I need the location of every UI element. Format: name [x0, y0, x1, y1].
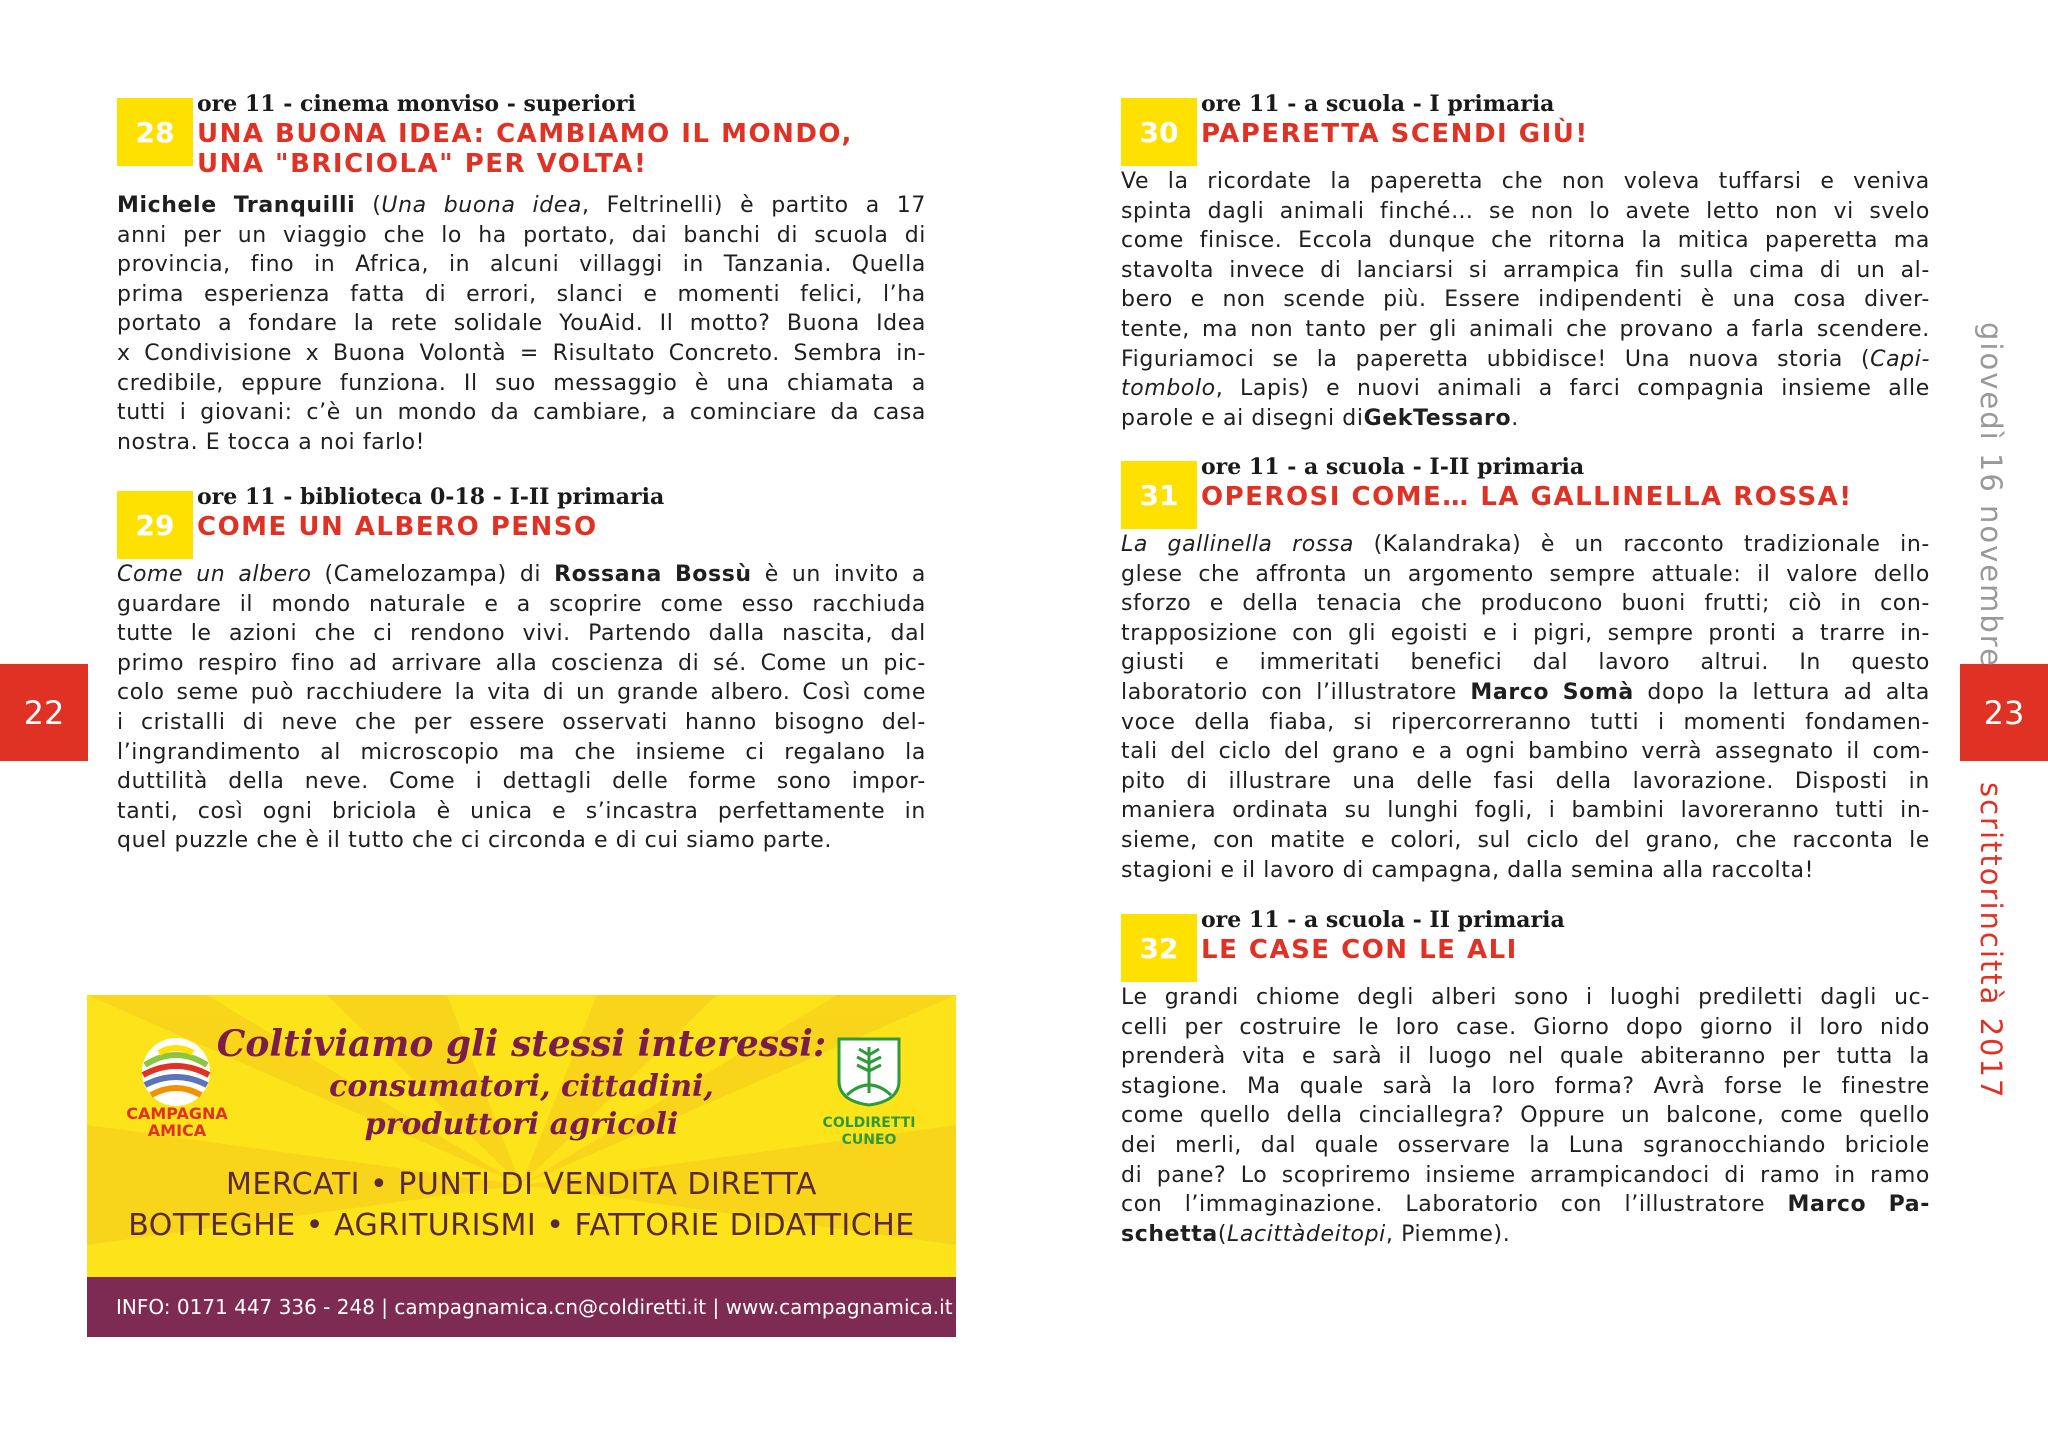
description-line: tente, ma non tanto per gli animali che provano a farla scendere. — [1121, 316, 1930, 342]
description-line: tutti i giovani: c’è un mondo da cambiare, a cominciare da casa — [117, 400, 926, 426]
event-title-line1: COME UN ALBERO PENSO — [197, 512, 598, 542]
event-32 — [1121, 907, 1930, 1249]
description-line: colo seme può racchiudere la vita di un grande albero. Così come — [117, 680, 926, 706]
description-line: Michele Tranquilli (Una buona idea, Feltrinelli) è partito a 17 — [117, 193, 926, 218]
description-line: tutte le azioni che ci rendono vivi. Partendo dalla nascita, dal — [117, 621, 926, 647]
event-header — [1121, 91, 1930, 167]
event-31 — [1121, 454, 1930, 885]
description-line: pito di illustrare una delle fasi della lavorazione. Disposti in — [1121, 768, 1930, 794]
description-line: schetta ( La città dei topi , Piemme). — [1121, 1221, 1511, 1247]
description-line: tali del ciclo del grano e a ogni bambino verrà assegnato il com- — [1121, 739, 1930, 765]
description-line: laboratorio con l’illustratore Marco Somà dopo la lettura ad alta — [1121, 679, 1930, 705]
event-meta: ore 11 - a scuola - I primaria — [1201, 91, 1555, 117]
description-line: con l’immaginazione. Laboratorio con l’illustratore Marco Pa- — [1121, 1192, 1930, 1218]
description-line: dei merli, dal quale osservare la Luna sgranocchiando briciole — [1121, 1132, 1930, 1158]
description-line: bero e non scende più. Essere indipendenti è una cosa diver- — [1121, 287, 1930, 313]
description-line: tombolo, Lapis) e nuovi animali a farci compagnia insieme alle — [1121, 376, 1930, 402]
description-line: l’ingrandimento al microscopio ma che insieme ci regalano la — [117, 739, 926, 765]
description-line: duttilità della neve. Come i dettagli delle forme sono impor- — [117, 769, 926, 795]
description-line: stavolta invece di lanciarsi si arrampica fin sulla cima di un al- — [1121, 257, 1930, 283]
event-title — [1201, 935, 1518, 965]
event-header — [1121, 907, 1930, 983]
page-number-left: 22 — [0, 664, 88, 761]
event-title — [1201, 482, 1853, 512]
description-line: anni per un viaggio che lo ha portato, dai banchi di scuola di — [117, 222, 926, 248]
brand-name: scrittorincittà 2017 — [1974, 782, 2008, 1100]
ad-services-line2: BOTTEGHE • AGRITURISMI • FATTORIE DIDATTICHE — [128, 1208, 915, 1243]
event-description — [1121, 530, 1930, 885]
event-description — [1121, 167, 1930, 433]
description-line: giusti e immeritati benefici dal lavoro altrui. In questo — [1121, 650, 1930, 676]
description-line: parole e ai disegni di Gek Tessaro . — [1121, 405, 1519, 431]
description-line: Ve la ricordate la paperetta che non voleva tuffarsi e veniva — [1121, 169, 1930, 194]
description-line: guardare il mondo naturale e a scoprire come esso racchiuda — [117, 591, 926, 617]
date-vertical: giovedì 16 novembre — [1974, 322, 2008, 668]
description-line: celli per costruire le loro case. Giorno dopo giorno il loro nido — [1121, 1014, 1930, 1040]
event-30 — [1121, 91, 1930, 433]
description-line: prenderà vita e sarà il luogo nel quale abiteranno per tutta la — [1121, 1044, 1930, 1070]
description-line: credibile, eppure funziona. Il suo messaggio è una chiamata a — [117, 370, 926, 396]
event-title-line1: UNA BUONA IDEA: CAMBIAMO IL MONDO, — [197, 119, 853, 149]
description-line: provincia, fino in Africa, in alcuni villaggi in Tanzania. Quella — [117, 252, 926, 278]
description-line: x Condivisione x Buona Volontà = Risultato Concreto. Sembra in- — [117, 340, 926, 366]
event-meta: ore 11 - a scuola - II primaria — [1201, 907, 1565, 933]
event-number-badge: 32 — [1121, 914, 1197, 982]
description-line: portato a fondare la rete solidale YouAid. Il motto? Buona Idea — [117, 311, 926, 337]
event-title — [1201, 119, 1589, 149]
ad-slogan-line1: Coltiviamo gli stessi interessi: — [216, 1023, 827, 1065]
event-header — [117, 484, 926, 560]
description-line: nostra. E tocca a noi farlo! — [117, 429, 426, 455]
logo-right-line1: COLDIRETTI — [822, 1115, 916, 1131]
description-line: come finisce. Eccola dunque che ritorna la mitica paperetta ma — [1121, 228, 1930, 254]
description-line: di pane? Lo scopriremo insieme arrampicandoci di ramo in ramo — [1121, 1162, 1930, 1188]
ad-info-text: INFO: 0171 447 336 - 248 | campagnamica.cn@coldiretti.it | www.campagnamica.it — [116, 1295, 953, 1319]
event-title — [197, 512, 598, 542]
description-line: spinta dagli animali finché… se non lo avete letto non vi svelo — [1121, 198, 1930, 224]
brand-vertical — [1974, 782, 2008, 1099]
description-line: prima esperienza fatta di errori, slanci e momenti felici, l’ha — [117, 281, 926, 307]
logo-left-line2: AMICA — [147, 1121, 207, 1140]
description-line: come quello della cinciallegra? Oppure un balcone, come quello — [1121, 1103, 1930, 1129]
event-meta: ore 11 - a scuola - I-II primaria — [1201, 454, 1585, 480]
event-28 — [117, 91, 926, 457]
ad-slogan-line3: produttori agricoli — [364, 1107, 679, 1142]
event-header — [117, 91, 926, 191]
page-number-right: 23 — [1960, 664, 2048, 761]
description-line: stagioni e il lavoro di campagna, dalla semina alla raccolta! — [1121, 857, 1814, 883]
description-line: sieme, con matite e colori, sul ciclo del grano, che racconta le — [1121, 827, 1930, 853]
description-line: La gallinella rossa (Kalandraka) è un racconto tradizionale in- — [1121, 532, 1930, 557]
description-line: glese che affronta un argomento sempre attuale: il valore dello — [1121, 561, 1930, 587]
event-header — [1121, 454, 1930, 530]
description-line: primo respiro fino ad arrivare alla coscienza di sé. Come un pic- — [117, 650, 926, 676]
logo-right-line2: CUNEO — [841, 1132, 897, 1148]
description-line: Figuriamoci se la paperetta ubbidisce! Una nuova storia (Capi- — [1121, 346, 1930, 372]
event-title-line1: PAPERETTA SCENDI GIÙ! — [1201, 119, 1589, 149]
description-line: Come un albero (Camelozampa) di Rossana Bossù è un invito a — [117, 562, 926, 587]
advertisement-campagna-amica — [87, 995, 956, 1337]
ad-slogan-line2: consumatori, cittadini, — [329, 1069, 714, 1104]
event-title-line1: LE CASE CON LE ALI — [1201, 935, 1518, 965]
event-29 — [117, 484, 926, 856]
event-description — [117, 191, 926, 457]
ad-info-band — [87, 1277, 956, 1337]
description-line: tanti, così ogni briciola è unica e s’incastra perfettamente in — [117, 798, 926, 824]
event-title — [197, 119, 853, 179]
event-number-badge: 28 — [117, 98, 193, 166]
event-description — [117, 560, 926, 856]
event-number-badge: 31 — [1121, 461, 1197, 529]
event-number-badge: 30 — [1121, 98, 1197, 166]
description-line: i cristalli di neve che per essere osservati hanno bisogno del- — [117, 709, 926, 735]
event-title-line2: UNA "BRICIOLA" PER VOLTA! — [197, 149, 648, 179]
description-line: maniera ordinata su lunghi fogli, i bambini lavoreranno tutti in- — [1121, 798, 1930, 824]
logo-left-line1: CAMPAGNA — [126, 1104, 228, 1123]
description-line: voce della fiaba, si ripercorreranno tutti i momenti fondamen- — [1121, 709, 1930, 735]
description-line: Le grandi chiome degli alberi sono i luoghi prediletti dagli uc- — [1121, 985, 1930, 1010]
ad-services-line1: MERCATI • PUNTI DI VENDITA DIRETTA — [226, 1167, 817, 1202]
description-line: quel puzzle che è il tutto che ci circonda e di cui siamo parte. — [117, 828, 832, 854]
event-meta: ore 11 - cinema monviso - superiori — [197, 91, 636, 117]
description-line: trapposizione con gli egoisti e i pigri, sempre pronti a trarre in- — [1121, 620, 1930, 646]
event-meta: ore 11 - biblioteca 0-18 - I-II primaria — [197, 484, 665, 510]
event-number-badge: 29 — [117, 491, 193, 559]
event-title-line1: OPEROSI COME… LA GALLINELLA ROSSA! — [1201, 482, 1853, 512]
event-description — [1121, 983, 1930, 1249]
description-line: stagione. Ma quale sarà la loro forma? Avrà forse le finestre — [1121, 1073, 1930, 1099]
description-line: sforzo e della tenacia che producono buoni frutti; ciò in con- — [1121, 591, 1930, 617]
